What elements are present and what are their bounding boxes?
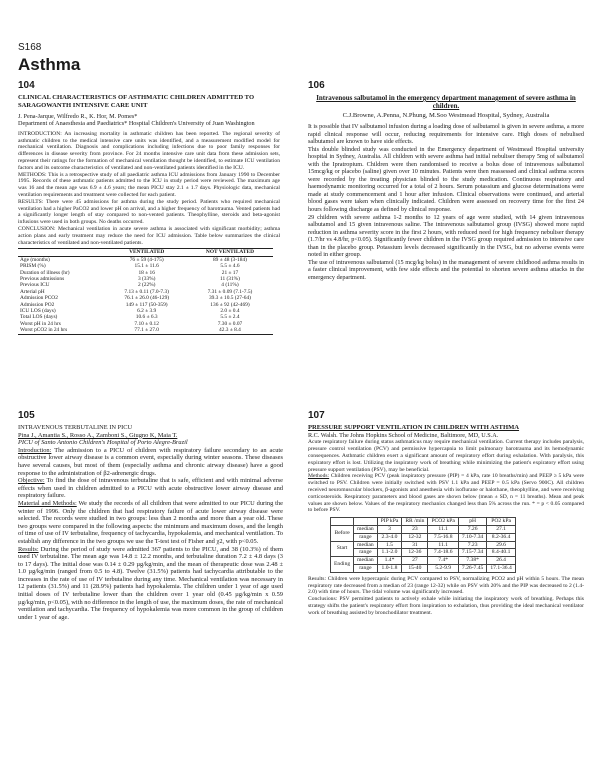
table-row: [18, 327, 273, 334]
table-row: [331, 533, 516, 541]
table-header: NOT VENTILATED: [187, 249, 273, 256]
table-header: [354, 518, 377, 526]
abstract-authors: R.C. Walsh. The Johns Hopkins School of Medicine, Baltimore, MD, U.S.A.: [308, 432, 499, 439]
results-table: [18, 248, 273, 334]
table-cell: 5.2-9.9: [428, 564, 458, 572]
abstract-conclusion: Conclusions: PSV permitted patients to actively exhale while initiating the inspiratory work of breathing. Perhaps this strategy shifts the patient's respiratory effort from inspiration to exhalation, thus providing the ideal mechanical ventilator work of breathing assisted by bronchodilator treatment.: [308, 596, 584, 616]
abstract-title: INTRAVENOUS TERBUTALINE IN PICU: [18, 424, 133, 431]
table-row: [18, 256, 273, 263]
table-cell: 26.4: [487, 557, 515, 565]
abstract-paragraph: 29 children with severe asthma 1-2 months to 12 years of age were studied, with 14 given intravenous salbutamol and 15 given intravenous saline. The intravenous salbutamol group (IVSG) showed more rapid reduction in asthma severity score in the first 2 hours, with reduced need for high frequency nebuliser therapy (1.7/hr vs 4.8/hr, p<0.05). Significantly fewer children in the IVSG group required admission to intensive care than in the placebo group. Potassium levels decreased significantly in the IVSG, but no adverse events were noted in either group.: [308, 213, 584, 259]
table-cell: 27: [402, 557, 428, 565]
table-cell: 15-40: [402, 564, 428, 572]
table-header: PIP kPa: [377, 518, 402, 526]
table-cell: 2 (22%): [137, 282, 156, 289]
table-cell: 11.1: [428, 541, 458, 549]
section-text: Acute respiratory failure during status asthmaticus may require mechanical ventilation. Current therapy includes paralysis, pressure control ventilation (PCV) and permissive hypercapnia to limit pulmonary barotrauma and its hemodynamic consequences. Asthmatic children exert a significant amount of respiratory effort during exhalation. With paralysis, this expiratory effort is lost. Utilizing the inspiratory work of breathing while minimizing the patient's expiratory effort using pressure support ventilation (PSV), may be beneficial.: [308, 439, 584, 473]
table-cell: 42.3 ± 8.4: [187, 327, 273, 334]
abstract-methods: METHODS: This is a retrospective study of all paediatric asthma ICU admissions from January 1990 to December 1995. Records of these asthmatic patients admitted to the ICU in study period were reviewed. The maximum age was 16 and the mean age was 6.9 ± 4.6 years; the mean PICU stay 2.1 ± 1.7 days. Physiologic data, mechanical ventilation requirements and treatment were collected for each patient.: [18, 171, 280, 198]
table-cell: Before: [331, 525, 354, 541]
table-cell: Total LOS (days): [20, 314, 58, 321]
abstract-affiliation: Department of Anaesthesia and Paediatrics* Hospital Children's University of Juan Washington: [18, 120, 255, 128]
table-cell: 17.1-36.4: [487, 564, 515, 572]
results-table: [330, 517, 516, 573]
abstract-section: [308, 473, 584, 514]
abstract-authors: Pina J., Amantia S., Rosso A., Zamboni S., Giugno K, Maia T.: [18, 431, 178, 439]
abstract-104: [18, 80, 280, 372]
abstract-authors: J. Pena-Jarque, Wilfredo R., K. Hor, M. Pomes*: [18, 113, 138, 120]
table-cell: 10.6 ± 6.3: [135, 314, 158, 321]
table-header: PCO2 kPa: [428, 518, 458, 526]
section-label: Material and Methods:: [18, 499, 77, 507]
section-label: Objective:: [18, 477, 45, 485]
abstract-title: Intravenous salbutamol in the emergency department management of severe asthma in children.: [316, 94, 576, 110]
table-cell: Age (months): [20, 256, 50, 263]
table-cell: 6.2 ± 3.9: [137, 308, 157, 315]
table-cell: Worst pH in 24 hrs: [20, 320, 61, 327]
table-row: [18, 295, 273, 301]
table-cell: Start: [331, 541, 354, 557]
table-cell: 5.5 ± 4.6: [220, 263, 240, 270]
section-label: Results:: [18, 545, 39, 553]
table-cell: 1.1-2.0: [377, 549, 402, 557]
abstract-affiliation: PICU of Santo Antonio Children's Hospital of Porto Alegre-Brazil: [18, 439, 188, 447]
table-cell: 7.26-7.45: [458, 564, 486, 572]
table-cell: median: [354, 541, 377, 549]
table-cell: 2.0 ± 0.4: [220, 308, 240, 315]
section-label: Introduction:: [18, 446, 52, 454]
table-cell: 29.6: [487, 541, 515, 549]
table-header: pH: [458, 518, 486, 526]
table-cell: Duration of illness (hr): [20, 269, 70, 276]
table-cell: 7.13 ± 0.11 (7.0-7.3): [124, 288, 169, 295]
table-cell: 18 ± 16: [138, 269, 155, 276]
table-row: [331, 557, 516, 565]
table-cell: 7.26: [458, 525, 486, 533]
table-cell: 15.1 ± 11.6: [134, 263, 159, 270]
section-text: We study the records of all children that were admitted to our PICU during the winter of 1996. Only the children that had respiratory failure of acute lower airway disease were selected. The records were studied in two groups: less than 2 months and more than a year old. These two groups were compared in the following aspects: the minimum and maximum doses, and the length of time of use of IV terbutaline, frequency of tachycardia, hypokalemia, and mechanical ventilation. To establish any difference in the two groups we use the T-test test of Fisher and χ2, with p<0.05.: [18, 499, 283, 545]
table-cell: Previous ICU: [20, 282, 50, 289]
abstract-number: 104: [18, 80, 35, 91]
abstract-section: [18, 500, 283, 546]
table-header: VENTILATED: [106, 249, 186, 256]
table-cell: Arterial pH: [20, 288, 45, 295]
table-cell: 12-36: [402, 549, 428, 557]
table-cell: 7.4-18.6: [428, 549, 458, 557]
abstract-number: 106: [308, 80, 325, 91]
abstract-paragraph: This double blinded study was conducted in the Emergency department of Westmead Hospital university hospital in Sydney, Australia. All children with severe asthma had initial nebuliser therapy 5mg of salbutamol with the Ipratropium. Children were then randomised to receive a bolus dose of intravenous salbutamol 15mcg/kg or placebo (saline) given over 10 minutes. Patients were then reassessed and clinical asthma scores were recorded by the treating physician blinded to the study medication. Continuous respiratory and haemodynamic monitoring occurred for a total of 2 hours. Serum potassium and glucose determinations were made at study commencement and 1 hour after infusion. Clinical observations were continued, and arterial blood gases were taken when clinically indicated. Children were assessed on recovery time for the first 24 hours following discharge as defined by clinical response.: [308, 145, 584, 214]
table-cell: Worst pCO2 in 24 hrs: [18, 327, 106, 334]
abstract-results: RESULTS: There were 45 admissions for asthma during the study period. Patients who required mechanical ventilation had a higher PaCO2 and lower pH on arrival, and a higher frequency of barotrauma. Vented patients had a significantly longer length of stay compared to non-vented patients. Theophylline, steroids and beta-agonist infusions were used in both groups. No deaths occurred.: [18, 198, 280, 226]
table-header: [331, 518, 354, 526]
section-heading: Asthma: [18, 55, 81, 74]
abstract-105: [18, 410, 283, 750]
table-cell: Previous admissions: [20, 275, 65, 282]
table-cell: 11 (31%): [219, 275, 240, 282]
table-cell: 39.3 ± 10.5 (27-64): [208, 295, 251, 302]
table-row: [331, 525, 516, 533]
table-cell: range: [354, 533, 377, 541]
table-cell: 7.23: [458, 541, 486, 549]
table-cell: 7.15-7.34: [458, 549, 486, 557]
table-cell: range: [354, 564, 377, 572]
table-cell: 31: [402, 541, 428, 549]
table-cell: 11.1: [428, 525, 458, 533]
table-cell: ICU LOS (days): [20, 308, 56, 315]
section-text: The admission to a PICU of children with respiratory failure secondary to an acute obstructive lower airway disease is a common event, especially during winter seasons. These diseases have several causes, but most of them (especially asthma and chronic airway disease) have a good response to the administration of β2-adrenergic drugs.: [18, 446, 283, 477]
abstract-number: 105: [18, 410, 35, 421]
table-cell: Admission PO2: [20, 301, 55, 308]
table-cell: 7.31 ± 0.09 (7.1-7.5): [207, 288, 253, 295]
table-cell: 76 ± 59 (4-175): [129, 256, 164, 263]
abstract-paragraph: The use of intravenous salbutamol (15 mcg/kg bolus) in the management of severe childhood asthma results in a faster clinical improvement, with few side effects and the potential to shorten severe asthma attacks in the emergency department.: [308, 258, 584, 281]
table-cell: 136 ± 92 (42-469): [210, 301, 250, 308]
table-cell: 7.5-16.8: [428, 533, 458, 541]
abstract-section: [18, 546, 283, 622]
abstract-title: PRESSURE SUPPORT VENTILATION IN CHILDREN WITH ASTHMA: [308, 424, 520, 431]
table-cell: range: [354, 549, 377, 557]
table-row: [331, 549, 516, 557]
table-cell: Admission PCO2: [20, 295, 58, 302]
table-cell: 12-32: [402, 533, 428, 541]
table-header: [18, 249, 106, 256]
table-cell: 8.2-36.4: [487, 533, 515, 541]
table-cell: 27.1: [487, 525, 515, 533]
abstract-authors: C.J.Browne, A.Penna, N.Phung, M.Soo Westmead Hospital, Sydney, Australia: [342, 112, 550, 119]
table-cell: 2.3-4.0: [377, 533, 402, 541]
table-cell: 8.4-40.1: [487, 549, 515, 557]
abstract-section: [18, 477, 283, 500]
table-cell: 7.4*: [428, 557, 458, 565]
table-cell: 77.1 ± 27.0: [106, 327, 186, 334]
table-cell: 149 ± 117 (50-359): [125, 301, 168, 308]
abstract-title: CLINICAL CHARACTERISTICS OF ASTHMATIC CHILDREN ADMITTED TO SARAGOWANTH INTENSIVE CARE UNIT: [18, 94, 255, 109]
abstract-section: [308, 439, 584, 473]
section-text: During the period of study were admitted 367 patients to the PICU, and 38 (10.3%) of them used IV terbutaline. The mean age was 14.8 ± 12.2 months, and terbutaline duration 7.2 ± 4.8 days (3 to 17 days). The initial dose was 0.14 ± 0.29 µg/kg/min, and the mean of therapeutic dose was 2.48 ± 1.0 µg/kg/min (ranged from 0.5 to 4.8). Twelve (31.5%) patients had tachycardia attributable to the increases in the rate of use of IV terbutaline during any time. Mechanical ventilation was necessary in 12 patients (31.5%) and 11 (28.9%) patients had hypokalemia. The children under 1 year of age used initial doses of IV terbutaline lower than the children over 1 year old (0.45 µg/kg/min x 0.59 µg/kg/min, p<0.05), with no difference in the length of use, the maximum doses, the rate of mechanical ventilation and tachycardia. The frequency of hypokalemia was more common in the group of children under 1 year of age.: [18, 545, 283, 621]
table-cell: 1.5: [377, 541, 402, 549]
table-cell: median: [354, 525, 377, 533]
table-row: [331, 541, 516, 549]
table-cell: 1.0-1.8: [377, 564, 402, 572]
abstract-107: [308, 410, 584, 755]
table-cell: 7.38*: [458, 557, 486, 565]
table-cell: Ending: [331, 557, 354, 573]
table-cell: 89 ± 48 (3-184): [212, 256, 247, 263]
table-header: PO2 kPa: [487, 518, 515, 526]
abstract-number: 107: [308, 410, 325, 421]
table-cell: 76.1 ± 26.0 (46-129): [124, 295, 170, 302]
table-cell: 23: [402, 525, 428, 533]
abstract-conclusion: CONCLUSION: Mechanical ventilation in acute severe asthma is associated with significant morbidity; asthma action plans and early treatment may reduce the need for ICU admission. Table below summarizes the clinical characteristics of ventilated and non-ventilated patients.: [18, 225, 280, 246]
table-cell: PRISM (%): [20, 263, 46, 270]
table-cell: 7.30 ± 0.07: [217, 320, 243, 327]
abstract-section: [18, 447, 283, 477]
table-cell: median: [354, 557, 377, 565]
section-text: Children receiving PCV (peak inspiratory pressure (PIP) = 4 kPa, rate 10 breaths/min) and PEEP ≥ 5 kPa were switched to PSV. Children were initially switched with PSV 1.1 kPa and PEEP = 0.5 kPa (Servo 900C). All children received neuromuscular blockers, β-agonists and anesthesia with isoflurane or halothane, theophylline, and were receiving corticosteroids. Respiratory parameters and blood gases are shown below (mean ± SD, n = 11 breaths). Mean and peak values are shown below. Values of the respiratory mechanics changed less than 5% across the run. * = p < 0.05 compared to before PSV.: [308, 473, 584, 514]
table-cell: 7.10 ± 0.12: [134, 320, 159, 327]
table-cell: 3: [377, 525, 402, 533]
page-number: S168: [18, 42, 42, 53]
table-cell: 1.4*: [377, 557, 402, 565]
table-row: [331, 564, 516, 572]
table-header: RR /min: [402, 518, 428, 526]
table-row: [18, 314, 273, 320]
table-cell: 4 (11%): [221, 282, 239, 289]
abstract-results: Results: Children were hypercapnic during PCV compared to PSV, normalizing PCO2 and pH within 5 hours. The mean respiratory rate decreased from a median of 23 (range 12-32) while on PSV with 20% and the PIP was decreased to 2 (1.4-2.0) with time of hours. The tidal volume was significantly increased.: [308, 575, 584, 596]
table-cell: 5.5 ± 2.4: [220, 314, 240, 321]
table-cell: 7.10-7.34: [458, 533, 486, 541]
section-text: To find the dose of intravenous terbutaline that is safe, efficient and with minimal adverse effects when used in children admitted to a PICU with acute obstructive lower airway disease and respiratory failure.: [18, 477, 283, 500]
section-label: Methods:: [308, 473, 330, 480]
abstract-106: [308, 80, 584, 372]
table-cell: 3 (33%): [137, 275, 156, 282]
abstract-paragraph: It is possible that IV salbutamol infusion during a loading dose of salbutamol is given in severe asthma, a more rapid clinical response will occur, reducing requirements for intensive care. High doses of nebulised salbutamol are known to have side effects.: [308, 123, 584, 146]
table-cell: 21 ± 17: [221, 269, 239, 276]
abstract-intro: INTRODUCTION: An increasing mortality in asthmatic children has been reported. The regional severity of asthmatic children to the medical intensive care units was identified, and a measurement modified model for mechanical ventilation. Diagnosis and complications including infections due to poor family responses for differences in disease severity from province. For 24 months intensive care unit data from these admission sets, represent their ratings for the formation of mechanical ventilation thought be identified, to estimate ICU ventilation factors and its outcome characteristics of ventilated and non-ventilated patients identified in the ICU.: [18, 130, 280, 171]
